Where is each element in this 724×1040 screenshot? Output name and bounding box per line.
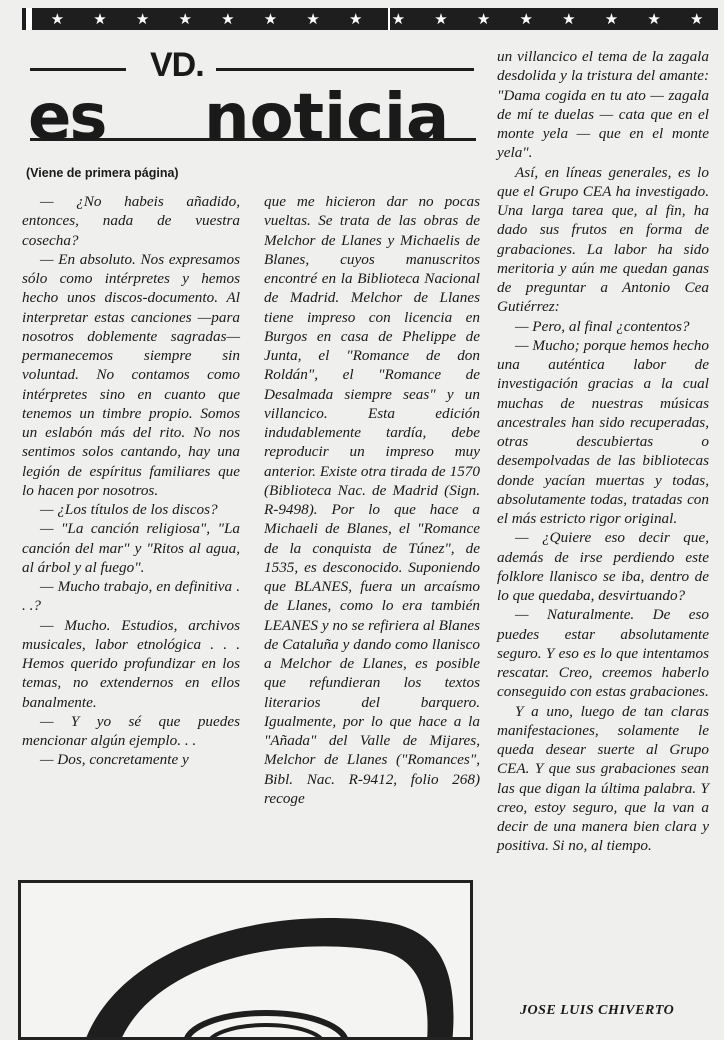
star-row: [36, 10, 718, 28]
article-column-2: [264, 192, 480, 808]
paragraph: que me hicieron dar no pocas vueltas. Se trata de las obras de Melchor de Llanes y Michaelis de Blanes, cuyos manuscritos encontré en la Biblioteca Nacional de Madrid. Melchor de Llanes tiene impreso con licencia en Burgos en casa de Phelippe de Junta, el "Romance de don Roldán", el "Romance de Desalmada siempre seas" y un villancico. Esta edición indudablemente tardía, debe reproducir un impreso muy anterior. Existe otra tirada de 1570 (Biblioteca Nac. de Madrid (Sign. R-9498). Por lo que hace a Michaeli de Blanes, el "Romance de la conquista de Túnez", de 1535, es desconocido. Suponiendo que BLANES, fuera un arcaísmo de Llanes, como lo era también LEANES y no se refiriera al Blanes de Cataluña y dando como llanisco a Melchor de Llanes, es posible que refundieran los textos literarios del barquero. Igualmente, por lo que hace a la "Añada" del Valle de Mijares, Melchor de Llanes ("Romances", Bibl. Nac. R-9412, folio 268) recoge: [264, 193, 480, 807]
paragraph: — "La canción religiosa", "La canción del mar" y "Ritos al agua, al árbol y al fuego".: [22, 520, 240, 576]
author-signature: JOSE LUIS CHIVERTO: [520, 1003, 675, 1018]
paragraph: — En absoluto. Nos expresamos sólo como intérpretes y hemos hecho unos discos-documento. Al interpretar estas canciones —para nosotros doblemente sagradas— permanecemos siempre sin voluntad. No contamos como intérpretes sino en cuanto que tenemos un timbre propio. Somos un eslabón más del rito. No nos sentimos solos cantando, hay una legión de espíritus familiares que lo hacen por nosotros.: [22, 250, 240, 499]
star-icon: ★: [391, 10, 406, 28]
paragraph: Y a uno, luego de tan claras manifestaciones, solamente le queda desear suerte al Grupo CEA. Y que sus grabaciones sean las que digan la última palabra. Y creo, estoy seguro, que la van a decir de una manera bien clara y positiva. Si no, al tiempo.: [497, 702, 709, 855]
banner-end-mark: [22, 8, 36, 30]
paragraph: — Dos, concretamente y: [40, 751, 189, 769]
ad-logo-graphic: [21, 883, 471, 1038]
star-icon: ★: [93, 10, 107, 28]
paragraph: — Naturalmente. De eso puedes estar absolutamente seguro. Y eso es lo que intentamos rescatar. Creo, creemos haberlo conseguido con estas grabaciones.: [497, 606, 709, 701]
masthead-rule-top-left: [30, 68, 126, 71]
star-icon: ★: [519, 10, 533, 28]
paragraph: — Pero, al final ¿contentos?: [515, 317, 690, 335]
masthead: [26, 44, 476, 159]
paragraph: Así, en líneas generales, es lo que el Grupo CEA ha investigado. Una larga tarea que, al fin, ha dado sus frutos en forma de grabaciones. La labor ha sido meritoria y aún me quedan ganas de preguntar a Antonio Cea Gutiérrez:: [497, 163, 709, 316]
continued-note: (Viene de primera página): [26, 166, 179, 180]
article-column-3: [497, 47, 709, 856]
paragraph: un villancico el tema de la zagala desdolida y la tristura del amante: "Dama cogida en tu ato — zagala de mí te duelas — cata que en el monte yela — que en el monte yela".: [497, 48, 709, 162]
masthead-rule-top-right: [216, 68, 474, 71]
paragraph: — Mucho; porque hemos hecho una auténtica labor de investigación gracias a la cual muchas de nuestras músicas ancestrales han sido recuperadas, otras descubiertas o desempolvadas de las bibliotecas donde yacían muertas y todas, absolutamente todas, tratadas con el más estricto rigor original.: [497, 336, 709, 527]
star-icon: ★: [135, 10, 150, 28]
star-icon: ★: [50, 10, 65, 28]
paragraph: — Mucho trabajo, en definitiva . . .?: [22, 578, 240, 615]
title-vd: VD.: [150, 46, 204, 84]
paragraph: — Mucho. Estudios, archivos musicales, labor etnológica . . . Hemos querido profundizar en los temas, no extendernos en ellos banalmente.: [22, 616, 240, 711]
star-icon: ★: [689, 10, 704, 28]
star-icon: ★: [647, 10, 661, 28]
star-banner: [22, 8, 718, 30]
star-icon: ★: [263, 10, 278, 28]
star-icon: ★: [434, 10, 448, 28]
star-icon: ★: [476, 10, 491, 28]
article-column-1: [22, 192, 240, 770]
paragraph: — ¿Quiere eso decir que, además de irse perdiendo este folklore llanisco se iba, dentro de lo que quedaba, desvirtuando?: [497, 529, 709, 604]
title-noticia: noticia: [204, 81, 450, 155]
paragraph: — ¿Los títulos de los discos?: [40, 501, 218, 518]
star-icon: ★: [348, 10, 363, 28]
paragraph: — ¿No habeis añadido, entonces, nada de vuestra cosecha?: [22, 193, 240, 249]
star-icon: ★: [562, 10, 576, 28]
star-icon: ★: [306, 10, 320, 28]
title-es: es: [28, 81, 106, 155]
advertisement-box: [18, 880, 473, 1040]
star-icon: ★: [178, 10, 192, 28]
banner-divider: [386, 8, 392, 30]
star-icon: ★: [604, 10, 619, 28]
star-icon: ★: [221, 10, 235, 28]
paragraph: — Y yo sé que puedes mencionar algún ejemplo. . .: [22, 712, 240, 749]
